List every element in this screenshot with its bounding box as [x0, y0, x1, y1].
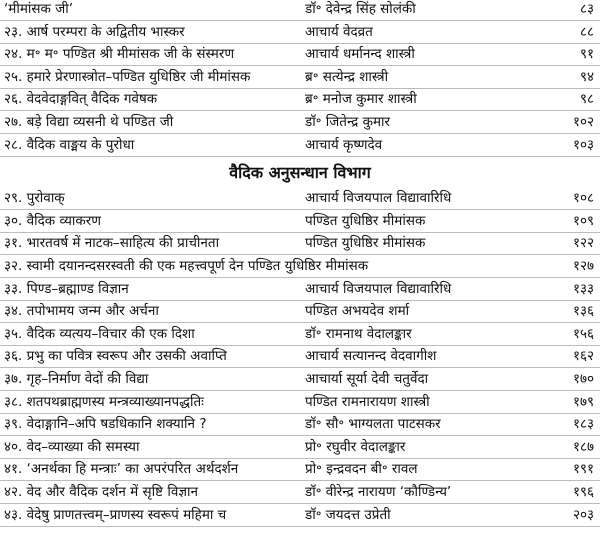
entry-author: आचार्य वेदव्रत: [305, 24, 373, 40]
entry-page-number: १९६: [572, 484, 594, 500]
entry-page-number: १०८: [572, 190, 594, 206]
entry-page-number: १८३: [572, 416, 594, 432]
entry-author: पण्डित युधिष्ठिर मीमांसक: [305, 235, 426, 251]
entry-title: २४. म॰ म॰ पण्डित श्री मीमांसक जी के संस्मरण: [4, 46, 235, 62]
entry-author: डॉ॰ जयदत्त उप्रेती: [305, 507, 391, 523]
entry-page-number: १७०: [572, 371, 594, 387]
toc-entry: [0, 233, 600, 255]
entry-page-number: १७९: [572, 394, 594, 410]
toc-entry: [0, 346, 600, 368]
entry-author: प्रो॰ रघुवीर वेदालङ्कार: [305, 439, 406, 455]
entry-author: डॉ॰ वीरेन्द्र नारायण ‘कौण्डिन्य’: [305, 484, 452, 500]
entry-author: पण्डित युधिष्ठिर मीमांसक: [305, 213, 426, 229]
toc-entry: [0, 437, 600, 459]
toc-entry: [0, 211, 600, 233]
entry-title: २३. आर्ष परम्परा के अद्वितीय भास्कर: [4, 24, 185, 40]
toc-entry: [0, 256, 600, 278]
entry-page-number: १९१: [572, 461, 594, 477]
entry-author: पण्डित रामनारायण शास्त्री: [305, 394, 430, 410]
entry-title: ४२. वेद और वैदिक दर्शन में सृष्टि विज्ञान: [4, 484, 198, 500]
entry-page-number: ९१: [579, 46, 594, 62]
entry-title: २९. पुरोवाक्: [4, 190, 65, 206]
toc-entry: [0, 0, 600, 21]
toc-entry: [0, 301, 600, 323]
entry-title: ३१. भारतवर्ष में नाटक–साहित्य की प्राचीनता: [4, 235, 220, 251]
entry-title: ‘मीमांसक जी’: [4, 1, 74, 17]
entry-title: ३९. वेदाङ्गानि–अपि षडधिकानि शक्यानि ?: [4, 416, 207, 432]
entry-title: ३५. वैदिक व्यत्यय–विचार की एक दिशा: [4, 326, 195, 342]
entry-page-number: १२२: [572, 235, 594, 251]
entry-page-number: १३६: [572, 303, 594, 319]
entry-page-number: १२७: [572, 258, 594, 274]
toc-entry: [0, 414, 600, 436]
entry-title: ४०. वेद–व्याख्या की समस्या: [4, 439, 140, 455]
entry-title: ४१. ‘अनर्थका हि मन्त्राः’ का अपरंपरित अर्थदर्शन: [4, 461, 239, 477]
entry-title: ३०. वैदिक व्याकरण: [4, 213, 102, 229]
entry-author: आचार्य कृष्णदेव: [305, 137, 383, 153]
entry-page-number: २०३: [572, 507, 594, 523]
entry-title: ३४. तपोभामय जन्म और अर्चना: [4, 303, 159, 319]
entry-page-number: ९४: [579, 69, 594, 85]
toc-entry: [0, 392, 600, 414]
entry-author: ब्र॰ सत्येन्द्र शास्त्री: [305, 69, 389, 85]
toc-entry: [0, 482, 600, 504]
entry-page-number: ८८: [579, 24, 594, 40]
entry-page-number: ८३: [579, 1, 594, 17]
toc-entry: [0, 279, 600, 301]
toc-entry: [0, 188, 600, 210]
entry-author: डॉ॰ सौ॰ भाग्यलता पाटसकर: [305, 416, 441, 432]
entry-page-number: १०९: [572, 213, 594, 229]
entry-page-number: ९८: [579, 91, 594, 107]
entry-author: प्रो॰ इन्द्रवदन बी॰ रावल: [305, 461, 418, 477]
entry-page-number: १०२: [572, 114, 594, 130]
toc-entry: [0, 324, 600, 346]
entry-author: पण्डित अभयदेव शर्मा: [305, 303, 410, 319]
entry-author: ब्र॰ मनोज कुमार शास्त्री: [305, 91, 417, 107]
section-heading: वैदिक अनुसन्धान विभाग: [229, 163, 371, 182]
toc-entry: [0, 67, 600, 89]
entry-author: आचार्य धर्मानन्द शास्त्री: [305, 46, 415, 62]
entry-author: डॉ॰ जितेन्द्र कुमार: [305, 114, 391, 130]
entry-author: आचार्य विजयपाल विद्यावारिधि: [305, 190, 452, 206]
entry-page-number: १८७: [572, 439, 594, 455]
entry-page-number: १५६: [572, 326, 594, 342]
entry-title: २६. वेदवेदाङ्गवित् वैदिक गवेषक: [4, 91, 158, 107]
entry-title: २५. हमारे प्रेरणास्त्रोत–पण्डित युधिष्ठिर जी मीमांसक: [4, 69, 251, 85]
entry-page-number: १३३: [572, 281, 594, 297]
entry-author: डॉ॰ रामनाथ वेदालङ्कार: [305, 326, 412, 342]
entry-page-number: १६२: [572, 348, 594, 364]
entry-author: डॉ॰ देवेन्द्र सिंह सोलंकी: [305, 1, 416, 17]
entry-title: ३२. स्वामी दयानन्दसरस्वती की एक महत्त्वपूर्ण देन पण्डित युधिष्ठिर मीमांसक: [4, 258, 369, 274]
entry-title: ३६. प्रभु का पवित्र स्वरूप और उसकी अवाप्ति: [4, 348, 227, 364]
entry-author: आचार्य विजयपाल विद्यावारिधि: [305, 281, 452, 297]
entry-author: आचार्या सूर्या देवी चतुर्वेदा: [305, 371, 429, 387]
entry-title: ४३. वेदेषु प्राणतत्त्वम्–प्राणस्य स्वरूपं महिमा च: [4, 507, 227, 523]
toc-entry: [0, 44, 600, 66]
entry-author: आचार्य सत्यानन्द वेदवागीश: [305, 348, 437, 364]
toc-entry: [0, 505, 600, 527]
entry-title: ३८. शतपथब्राह्मणस्य मन्त्रव्याख्यानपद्धतिः: [4, 394, 204, 410]
toc-entry: [0, 112, 600, 134]
entry-page-number: १०३: [572, 137, 594, 153]
toc-entry: [0, 459, 600, 481]
entry-title: ३३. पिण्ड–ब्रह्माण्ड विज्ञान: [4, 281, 129, 297]
toc-entry: [0, 22, 600, 44]
toc-entry: [0, 135, 600, 157]
toc-entry: [0, 89, 600, 111]
entry-title: २७. बड़े विद्या व्यसनी थे पण्डित जी: [4, 114, 174, 130]
toc-entry: [0, 369, 600, 391]
entry-title: ३७. गृह–निर्माण वेदों की विद्या: [4, 371, 149, 387]
entry-title: २८. वैदिक वाङ्मय के पुरोधा: [4, 137, 135, 153]
